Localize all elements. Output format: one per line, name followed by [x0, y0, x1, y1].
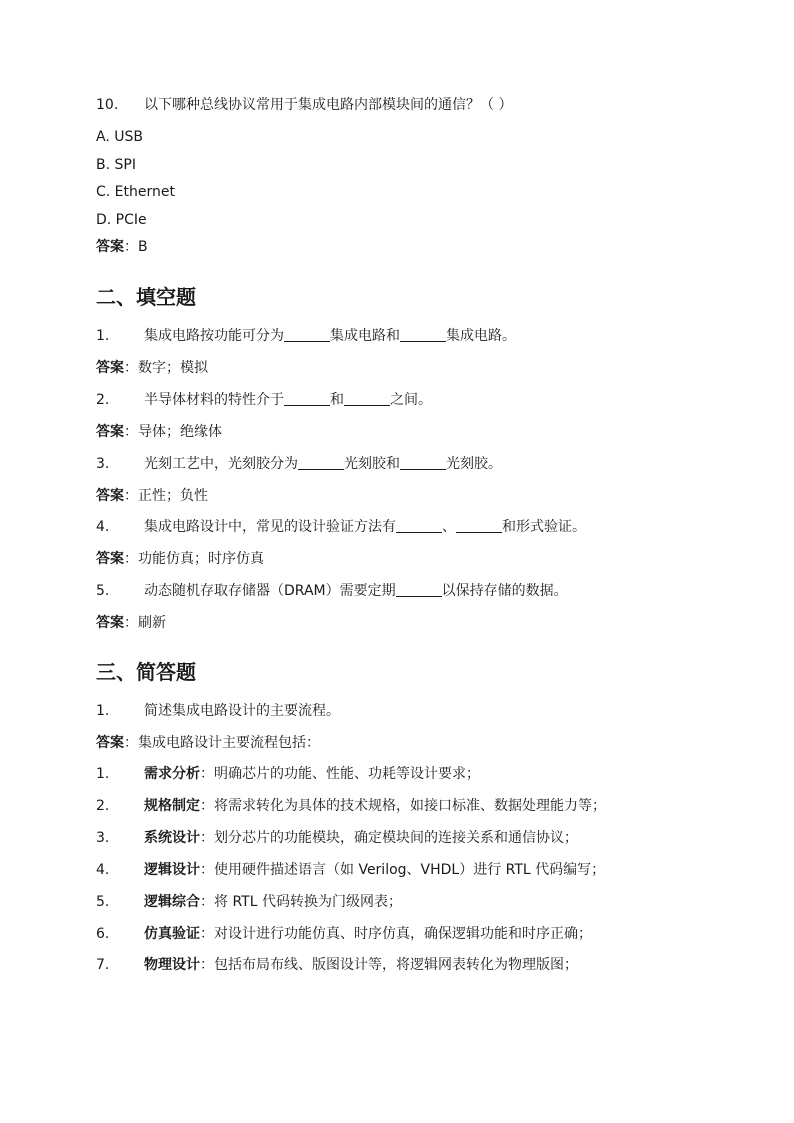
- item-text: 和形式验证。: [502, 519, 586, 535]
- item-text: 动态随机存取存储器（DRAM）需要定期: [144, 583, 396, 599]
- fill-blank: [284, 327, 330, 342]
- step-item: [96, 828, 578, 848]
- answer-value: ：正性；负性: [124, 488, 208, 504]
- step-item: [96, 892, 402, 912]
- step-item: [96, 796, 606, 816]
- fill-item-3: [96, 454, 502, 474]
- step-term: 物理设计: [144, 957, 200, 973]
- step-desc: ：将需求转化为具体的技术规格，如接口标准、数据处理能力等；: [200, 798, 606, 814]
- step-term: 仿真验证: [144, 926, 200, 942]
- item-number: 2.: [96, 392, 110, 408]
- item-text: 集成电路设计中，常见的设计验证方法有: [144, 519, 396, 535]
- answer-line: [96, 733, 320, 753]
- item-text: 光刻胶。: [446, 456, 502, 472]
- step-desc: ：包括布局布线、版图设计等，将逻辑网表转化为物理版图；: [200, 957, 578, 973]
- step-desc: ：划分芯片的功能模块，确定模块间的连接关系和通信协议；: [200, 830, 578, 846]
- question-number: 10.: [96, 97, 119, 113]
- answer-line: [96, 613, 166, 633]
- fill-item-1: [96, 326, 516, 346]
- answer-label: 答案: [96, 488, 124, 504]
- fill-blank: [400, 455, 446, 470]
- option-a: A. USB: [96, 129, 143, 145]
- item-text: 、: [442, 519, 456, 535]
- answer-value: ：导体；绝缘体: [124, 424, 222, 440]
- answer-value: ：数字；模拟: [124, 360, 208, 376]
- fill-blank: [344, 391, 390, 406]
- item-text: 和: [330, 392, 344, 408]
- step-desc: ：将 RTL 代码转换为门级网表；: [200, 894, 402, 910]
- step-number: 1.: [96, 766, 110, 782]
- item-number: 1.: [96, 328, 110, 344]
- step-item: [96, 955, 578, 975]
- fill-item-5: [96, 581, 568, 601]
- step-item: [96, 860, 605, 880]
- answer-label: 答案: [96, 239, 124, 255]
- fill-blank: [396, 582, 442, 597]
- step-term: 需求分析: [144, 766, 200, 782]
- answer-label: 答案: [96, 735, 124, 751]
- step-desc: ：对设计进行功能仿真、时序仿真，确保逻辑功能和时序正确；: [200, 926, 592, 942]
- item-text: 集成电路按功能可分为: [144, 328, 284, 344]
- question-text: 以下哪种总线协议常用于集成电路内部模块间的通信？（ ）: [144, 97, 513, 113]
- option-d: D. PCIe: [96, 212, 147, 228]
- option-b: B. SPI: [96, 157, 136, 173]
- fill-blank: [456, 518, 502, 533]
- question-10: [96, 95, 512, 115]
- item-text: 之间。: [390, 392, 432, 408]
- short-question-1: [96, 701, 340, 721]
- step-number: 3.: [96, 830, 110, 846]
- option-c: C. Ethernet: [96, 184, 175, 200]
- item-text: 集成电路和: [330, 328, 400, 344]
- answer-label: 答案: [96, 424, 124, 440]
- fill-item-4: [96, 517, 586, 537]
- answer-value: ：功能仿真；时序仿真: [124, 551, 264, 567]
- step-number: 6.: [96, 926, 110, 942]
- section-heading-fill-in: 二、填空题: [96, 285, 196, 309]
- answer-line: [96, 549, 264, 569]
- answer-line: [96, 486, 208, 506]
- step-term: 逻辑综合: [144, 894, 200, 910]
- step-number: 2.: [96, 798, 110, 814]
- item-number: 3.: [96, 456, 110, 472]
- step-term: 系统设计: [144, 830, 200, 846]
- item-number: 1.: [96, 703, 110, 719]
- step-term: 逻辑设计: [144, 862, 200, 878]
- step-item: [96, 764, 480, 784]
- fill-item-2: [96, 390, 432, 410]
- section-heading-short-answer: 三、简答题: [96, 660, 196, 684]
- fill-blank: [298, 455, 344, 470]
- step-term: 规格制定: [144, 798, 200, 814]
- item-number: 5.: [96, 583, 110, 599]
- answer-line: [96, 237, 148, 257]
- step-desc: ：使用硬件描述语言（如 Verilog、VHDL）进行 RTL 代码编写；: [200, 862, 606, 878]
- question-text: 简述集成电路设计的主要流程。: [144, 703, 340, 719]
- answer-value: ：刷新: [124, 615, 166, 631]
- answer-value: ：集成电路设计主要流程包括：: [124, 735, 320, 751]
- item-text: 光刻工艺中，光刻胶分为: [144, 456, 298, 472]
- step-item: [96, 924, 592, 944]
- step-number: 7.: [96, 957, 110, 973]
- item-text: 集成电路。: [446, 328, 516, 344]
- step-number: 5.: [96, 894, 110, 910]
- step-number: 4.: [96, 862, 110, 878]
- answer-line: [96, 358, 208, 378]
- item-text: 半导体材料的特性介于: [144, 392, 284, 408]
- item-text: 以保持存储的数据。: [441, 583, 568, 599]
- fill-blank: [400, 327, 446, 342]
- answer-value: ：B: [124, 239, 148, 255]
- step-desc: ：明确芯片的功能、性能、功耗等设计要求；: [200, 766, 480, 782]
- answer-label: 答案: [96, 551, 124, 567]
- answer-label: 答案: [96, 615, 124, 631]
- item-text: 光刻胶和: [344, 456, 400, 472]
- answer-line: [96, 422, 222, 442]
- answer-label: 答案: [96, 360, 124, 376]
- item-number: 4.: [96, 519, 110, 535]
- fill-blank: [396, 518, 442, 533]
- fill-blank: [284, 391, 330, 406]
